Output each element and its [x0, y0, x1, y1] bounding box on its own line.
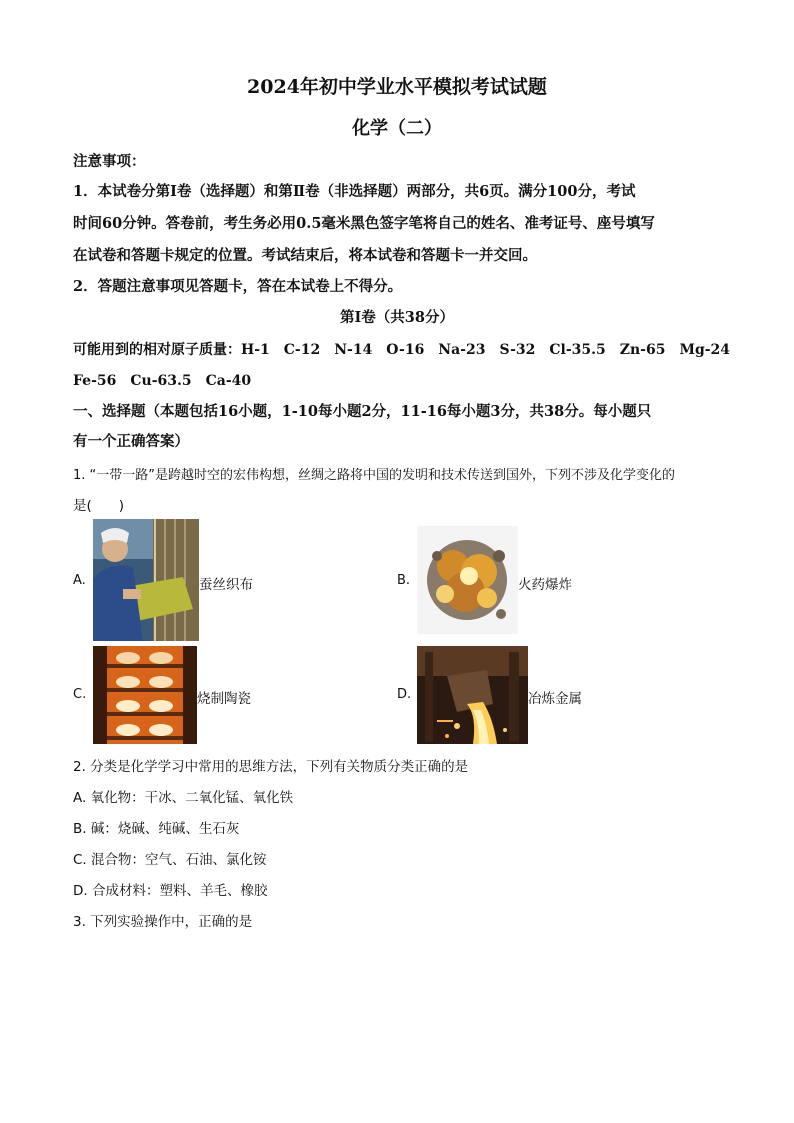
- section-1-heading: 第Ⅰ卷（共38分）: [340, 309, 454, 326]
- notice-item-1-line-1: 1．本试卷分第Ⅰ卷（选择题）和第Ⅱ卷（非选择题）两部分，共6页。满分100分，考试: [73, 183, 636, 200]
- notice-heading: 注意事项：: [73, 153, 146, 170]
- option-a-letter: A.: [73, 573, 86, 588]
- question-2-option-b: B. 碱：烧碱、纯碱、生石灰: [73, 821, 240, 837]
- option-d-text: 冶炼金属: [528, 691, 582, 707]
- option-d-letter: D.: [397, 687, 412, 702]
- option-b-letter: B.: [397, 573, 411, 588]
- question-2-option-d: D. 合成材料：塑料、羊毛、橡胶: [73, 883, 268, 899]
- atomic-mass-line-1: 可能用到的相对原子质量：H-1 C-12 N-14 O-16 Na-23 S-32 Cl-35.5 Zn-65 Mg-24: [73, 342, 731, 358]
- question-2-stem: 2. 分类是化学学习中常用的思维方法，下列有关物质分类正确的是: [73, 759, 469, 775]
- option-b-text: 火药爆炸: [518, 577, 572, 593]
- atomic-mass-line-2: Fe-56 Cu-63.5 Ca-40: [73, 373, 252, 389]
- silk-weaving-photo: [93, 519, 199, 641]
- notice-item-1-line-2: 时间60分钟。答卷前，考生务必用0.5毫米黑色签字笔将自己的姓名、准考证号、座号填写: [73, 215, 655, 232]
- part-1-heading-line-2: 有一个正确答案）: [73, 433, 189, 450]
- option-c-text: 烧制陶瓷: [197, 691, 251, 707]
- exam-subtitle: 化学（二）: [352, 118, 442, 139]
- notice-item-2: 2．答题注意事项见答题卡，答在本试卷上不得分。: [73, 278, 403, 295]
- gunpowder-explosion-photo: [417, 526, 518, 634]
- question-2-option-c: C. 混合物：空气、石油、氯化铵: [73, 852, 267, 868]
- question-1-stem-line-1: 1. “一带一路”是跨越时空的宏伟构想，丝绸之路将中国的发明和技术传送到国外，下列不涉及化学变化的: [73, 468, 676, 483]
- notice-item-1-line-3: 在试卷和答题卡规定的位置。考试结束后，将本试卷和答题卡一并交回。: [73, 247, 537, 264]
- option-a-text: 蚕丝织布: [199, 577, 253, 593]
- question-3-stem: 3. 下列实验操作中，正确的是: [73, 914, 253, 930]
- metal-smelting-photo: [417, 646, 528, 744]
- part-1-heading-line-1: 一、选择题（本题包括16小题，1-10每小题2分，11-16每小题3分，共38分。每小题只: [73, 403, 652, 420]
- ceramic-firing-photo: [93, 646, 197, 744]
- question-2-option-a: A. 氧化物：干冰、二氧化锰、氧化铁: [73, 790, 294, 806]
- option-c-letter: C.: [73, 687, 87, 702]
- exam-title: 2024年初中学业水平模拟考试试题: [247, 76, 547, 98]
- question-1-stem-line-2: 是( ): [73, 498, 125, 514]
